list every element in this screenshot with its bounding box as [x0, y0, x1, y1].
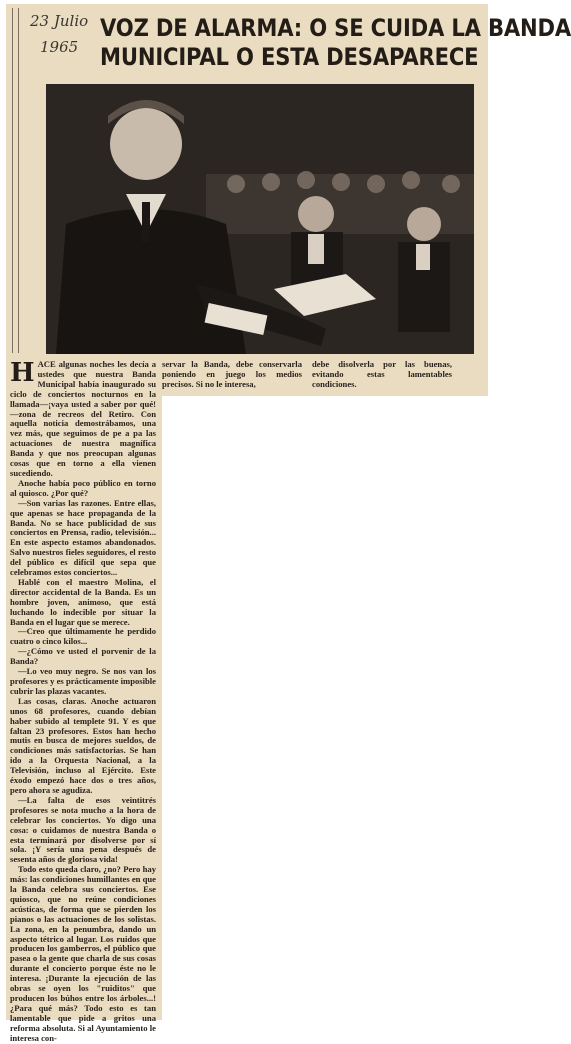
drop-cap: H: [10, 358, 35, 388]
article-column-3: debe disolverla por las buenas, evitando estas lamentables condiciones.: [312, 359, 452, 389]
handwritten-date: 23 Julio: [30, 12, 89, 30]
paragraph: —Creo que últimamente he perdido cuatro o cinco kilos...: [10, 626, 156, 647]
photo-illustration: [46, 84, 474, 354]
paragraph: —Lo veo muy negro. Se nos van los profesores y es prácticamente imposible cubrir las plazas vacantes.: [10, 666, 156, 696]
paragraph: —La falta de esos veintitrés profesores se nota mucho a la hora de celebrar los conciertos. Yo digo una cosa: o cuidamos de nuestra Banda o esta terminará por disolverse por sí sola. ¡Y sería una pena después de sesenta años de gloriosa vida!: [10, 794, 156, 865]
headline: [100, 14, 571, 72]
paragraph: Todo esto queda claro, ¿no? Pero hay más: las condiciones humillantes en que la Banda celebra sus conciertos. Ese quiosco, que no reúne condiciones acústicas, de forma que se pierden los pianos o las actuaciones de los solistas. La zona, en la penumbra, dando un aspecto tétrico al lugar. Los ruidos que producen los gamberros, el público que pasea o la gente que charla de sus cosas durante el concierto porque éste no le interesa. ¡Durante la ejecución de las obras se oyen los "ruiditos" que producen los búhos entre los árboles...! ¿Para qué más? Todo esto es tan lamentable que pide a gritos una reforma absoluta. Si al Ayuntamiento le interesa con-: [10, 864, 156, 1043]
article-column-2: servar la Banda, debe conservarla poniendo en juego los medios precisos. Si no le interesa,: [162, 359, 302, 389]
paragraph: Anoche había poco público en torno al quiosco. ¿Por qué?: [10, 477, 156, 498]
border-rule: [18, 8, 19, 353]
handwritten-year: 1965: [40, 38, 79, 56]
article-column-1: [10, 360, 156, 1044]
paragraph: ACE algunas noches les decía a ustedes que nuestra Banda Municipal había inaugurado su ciclo de conciertos nocturnos en la llamada—¡vaya usted a saber por qué!—zona de recreos del Retiro. Con aquella noticia demostrábamos, una vez más, que seguimos de pe a pa las actuaciones de nuestra magnífica Banda y que nos preocupan algunas cosas que en torno a ella vienen sucediendo.: [10, 359, 156, 478]
paragraph: —¿Cómo ve usted el porvenir de la Banda?: [10, 646, 156, 667]
headline-line-1: VOZ DE ALARMA: O SE CUIDA LA BANDA: [100, 14, 571, 42]
paragraph: —Son varias las razones. Entre ellas, que apenas se hace propaganda de la Banda. No se hace publicidad de sus conciertos en Prensa, radio, televisión... En este aspecto estamos abandonados. Salvo nuestros fieles seguidores, el resto del público es difícil que sepa que celebramos estos conciertos...: [10, 497, 156, 578]
headline-line-2: MUNICIPAL O ESTA DESAPARECE: [100, 43, 479, 71]
news-photo: [46, 84, 474, 354]
paragraph: Hablé con el maestro Molina, el director accidental de la Banda. Es un hombre joven, animoso, que está luchando lo indecible por situar la Banda en el lugar que se merece.: [10, 576, 156, 627]
paragraph: Las cosas, claras. Anoche actuaron unos 68 profesores, cuando debían haber subido al templete 91. Y es que faltan 23 profesores. Estos han hecho mutis en busca de mejores sueldos, de condiciones más satisfactorias. Se han ido a la Orquesta Nacional, a la Televisión, incluso al Ejército. Este éxodo empezó hace dos o tres años, pero ahora se agudiza.: [10, 695, 156, 795]
border-rule: [12, 8, 13, 353]
